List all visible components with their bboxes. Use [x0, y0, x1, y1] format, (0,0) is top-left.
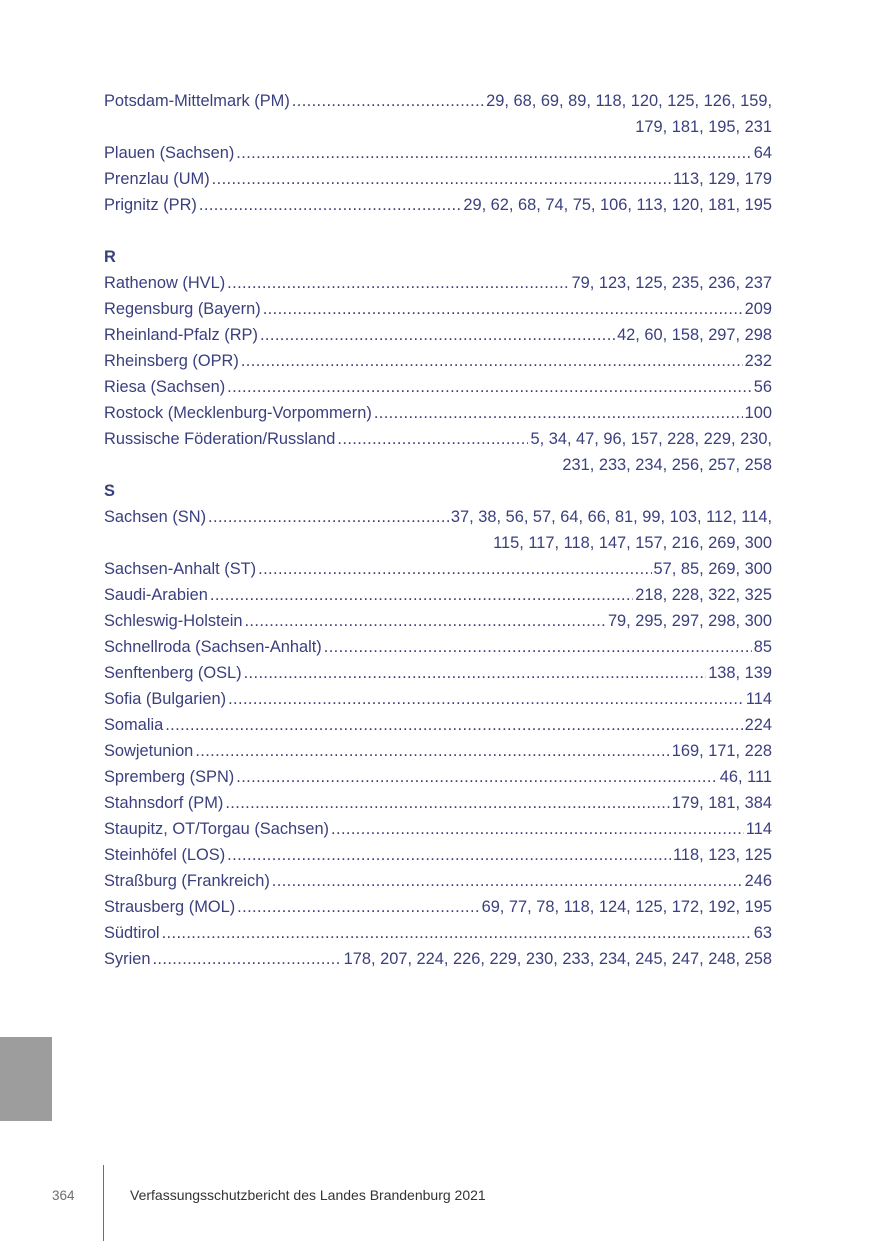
entry-pages: 114	[745, 690, 772, 708]
entry-name: Sachsen (SN)	[104, 508, 207, 526]
index-entry	[104, 504, 772, 530]
index-entry	[104, 140, 772, 166]
entry-name: Rostock (Mecklenburg-Vorpommern)	[104, 404, 372, 422]
index-entry	[104, 686, 772, 712]
index-entry	[104, 374, 772, 400]
dot-leader	[228, 686, 744, 712]
index-entry	[104, 946, 772, 972]
entry-name: Spremberg (SPN)	[104, 768, 235, 786]
entry-name: Schleswig-Holstein	[104, 612, 243, 630]
index-entry	[104, 608, 772, 634]
entry-pages: 79, 123, 125, 235, 236, 237	[571, 274, 772, 292]
dot-leader	[227, 842, 671, 868]
entry-pages: 232	[744, 352, 772, 370]
entry-name: Staupitz, OT/Torgau (Sachsen)	[104, 820, 330, 838]
dot-leader	[244, 660, 707, 686]
entry-name: Plauen (Sachsen)	[104, 144, 235, 162]
index-entry	[104, 920, 772, 946]
dot-leader	[331, 816, 744, 842]
entry-pages: 178, 207, 224, 226, 229, 230, 233, 234, 245, 247, 248, 258	[343, 950, 772, 968]
entry-name: Riesa (Sachsen)	[104, 378, 226, 396]
entry-pages: 29, 68, 69, 89, 118, 120, 125, 126, 159,	[486, 92, 772, 110]
dot-leader	[241, 348, 743, 374]
entry-name: Straßburg (Frankreich)	[104, 872, 270, 890]
entry-pages: 169, 171, 228	[671, 742, 772, 760]
entry-pages: 138, 139	[708, 664, 772, 682]
dot-leader	[236, 140, 751, 166]
index-entry	[104, 894, 772, 920]
entry-pages: 209	[744, 300, 772, 318]
index-entry	[104, 842, 772, 868]
dot-leader	[237, 894, 479, 920]
entry-pages: 179, 181, 384	[671, 794, 772, 812]
dot-leader	[236, 764, 717, 790]
entry-name: Strausberg (MOL)	[104, 898, 236, 916]
entry-name: Somalia	[104, 716, 164, 734]
index-group-s	[104, 504, 772, 972]
entry-name: Sachsen-Anhalt (ST)	[104, 560, 257, 578]
index-entry	[104, 660, 772, 686]
dot-leader	[165, 712, 742, 738]
index-list	[104, 88, 772, 972]
dot-leader	[152, 946, 341, 972]
entry-pages: 56	[753, 378, 772, 396]
index-group-p	[104, 88, 772, 218]
entry-name: Saudi-Arabien	[104, 586, 208, 604]
index-entry	[104, 270, 772, 296]
dot-leader	[244, 608, 605, 634]
index-letter-r: R	[104, 248, 116, 266]
dot-leader	[337, 426, 528, 452]
index-entry	[104, 400, 772, 426]
footer-title: Verfassungsschutzbericht des Landes Brandenburg 2021	[130, 1187, 486, 1203]
entry-pages: 100	[744, 404, 772, 422]
entry-pages: 69, 77, 78, 118, 124, 125, 172, 192, 195	[481, 898, 772, 916]
dot-leader	[210, 582, 633, 608]
entry-pages: 85	[753, 638, 772, 656]
entry-name: Steinhöfel (LOS)	[104, 846, 226, 864]
entry-pages: 37, 38, 56, 57, 64, 66, 81, 99, 103, 112, 114,	[450, 508, 772, 526]
dot-leader	[292, 88, 484, 114]
index-entry	[104, 816, 772, 842]
index-entry	[104, 426, 772, 452]
index-entry	[104, 88, 772, 114]
entry-name: Prenzlau (UM)	[104, 170, 210, 188]
entry-name: Russische Föderation/Russland	[104, 430, 336, 448]
page-number: 364	[52, 1188, 75, 1203]
entry-pages: 79, 295, 297, 298, 300	[607, 612, 772, 630]
index-entry	[104, 634, 772, 660]
index-entry	[104, 738, 772, 764]
index-letter-s: S	[104, 482, 115, 500]
index-entry	[104, 582, 772, 608]
entry-pages: 218, 228, 322, 325	[635, 586, 772, 604]
entry-pages-continued: 179, 181, 195, 231	[635, 118, 772, 136]
entry-pages: 114	[745, 820, 772, 838]
index-entry	[104, 192, 772, 218]
dot-leader	[162, 920, 752, 946]
entry-pages-continued: 115, 117, 118, 147, 157, 216, 269, 300	[493, 534, 772, 552]
entry-pages: 29, 62, 68, 74, 75, 106, 113, 120, 181, 195	[463, 196, 772, 214]
dot-leader	[227, 374, 752, 400]
entry-name: Sowjetunion	[104, 742, 194, 760]
index-entry	[104, 790, 772, 816]
footer-divider	[103, 1165, 104, 1241]
entry-pages: 42, 60, 158, 297, 298	[617, 326, 772, 344]
entry-name: Prignitz (PR)	[104, 196, 197, 214]
dot-leader	[324, 634, 752, 660]
entry-name: Rheinland-Pfalz (RP)	[104, 326, 258, 344]
dot-leader	[263, 296, 743, 322]
dot-leader	[199, 192, 461, 218]
entry-pages: 246	[744, 872, 772, 890]
entry-pages: 5, 34, 47, 96, 157, 228, 229, 230,	[530, 430, 772, 448]
dot-leader	[260, 322, 615, 348]
index-entry	[104, 166, 772, 192]
index-entry	[104, 868, 772, 894]
chapter-tab-marker	[0, 1037, 52, 1121]
index-entry	[104, 296, 772, 322]
dot-leader	[258, 556, 651, 582]
entry-pages: 64	[753, 144, 772, 162]
dot-leader	[227, 270, 569, 296]
entry-name: Syrien	[104, 950, 151, 968]
entry-pages: 63	[753, 924, 772, 942]
entry-pages-continued: 231, 233, 234, 256, 257, 258	[562, 456, 772, 474]
entry-pages: 113, 129, 179	[672, 170, 772, 188]
entry-pages: 57, 85, 269, 300	[653, 560, 772, 578]
group-spacer	[104, 218, 772, 244]
entry-pages: 118, 123, 125	[672, 846, 772, 864]
index-entry	[104, 556, 772, 582]
index-entry	[104, 712, 772, 738]
entry-name: Rheinsberg (OPR)	[104, 352, 239, 370]
entry-name: Sofia (Bulgarien)	[104, 690, 227, 708]
entry-name: Rathenow (HVL)	[104, 274, 226, 292]
dot-leader	[208, 504, 449, 530]
dot-leader	[374, 400, 743, 426]
entry-name: Schnellroda (Sachsen-Anhalt)	[104, 638, 322, 656]
entry-name: Stahnsdorf (PM)	[104, 794, 224, 812]
index-entry	[104, 764, 772, 790]
dot-leader	[195, 738, 669, 764]
entry-pages: 224	[744, 716, 772, 734]
entry-pages: 46, 111	[719, 768, 772, 786]
index-group-r	[104, 270, 772, 478]
entry-name: Potsdam-Mittelmark (PM)	[104, 92, 290, 110]
index-entry	[104, 348, 772, 374]
entry-name: Südtirol	[104, 924, 160, 942]
dot-leader	[272, 868, 743, 894]
dot-leader	[212, 166, 671, 192]
entry-name: Senftenberg (OSL)	[104, 664, 242, 682]
dot-leader	[225, 790, 669, 816]
entry-name: Regensburg (Bayern)	[104, 300, 261, 318]
index-entry	[104, 322, 772, 348]
